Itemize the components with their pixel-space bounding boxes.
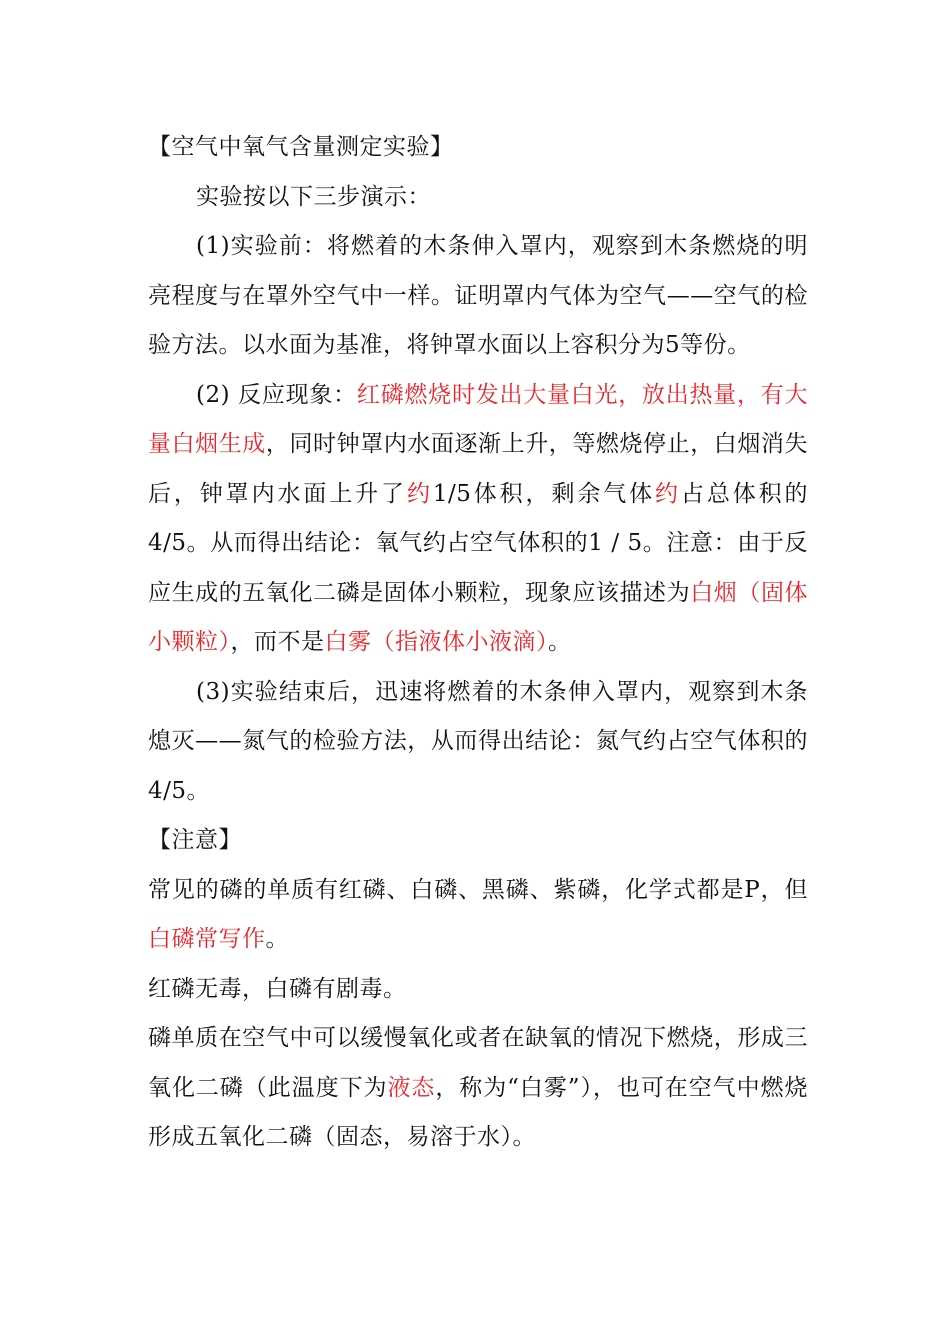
step2-text1: ，同时钟罩内水面逐渐上升，等燃烧停止，白烟消失后，钟罩内水面上升了 <box>148 431 809 507</box>
step2-highlight-white-smoke: 白烟（固体小颗粒） <box>148 579 809 655</box>
note1-paragraph <box>148 866 808 965</box>
step2-highlight-approx2: 约 <box>655 480 681 507</box>
note3-text1: 磷单质在空气中可以缓慢氧化或者在缺氧的情况下燃烧，形成三氧化二磷（此温度下为 <box>148 1025 808 1101</box>
note1-tail: 。 <box>265 926 289 952</box>
note-title: 【注意】 <box>148 827 242 853</box>
note3-highlight-liquid: 液态 <box>387 1074 436 1101</box>
step2-highlight-approx1: 约 <box>406 480 433 507</box>
step3-paragraph: (3)实验结束后，迅速将燃着的木条伸入罩内，观察到木条熄灭——氮气的检验方法，从而得出结论：氮气约占空气体积的4/5。 <box>148 678 808 804</box>
step2-prefix: (2) 反应现象： <box>196 381 357 408</box>
step2-highlight-phenomenon: 红磷燃烧时发出大量白光，放出热量，有大量白烟生成 <box>148 381 809 457</box>
experiment-title: 【空气中氧气含量测定实验】 <box>148 134 454 160</box>
step2-text5: 。 <box>548 629 572 655</box>
step1-paragraph: (1)实验前：将燃着的木条伸入罩内，观察到木条燃烧的明亮程度与在罩外空气中一样。证明罩内气体为空气——空气的检验方法。以水面为基准，将钟罩水面以上容积分为5等份。 <box>148 233 808 358</box>
intro-paragraph: 实验按以下三步演示： <box>196 183 431 210</box>
step2-text4: ，而不是 <box>230 629 325 655</box>
step2-text2: 1/5体积，剩余气体 <box>432 480 656 507</box>
note2-paragraph: 红磷无毒，白磷有剧毒。 <box>148 975 407 1002</box>
note1-highlight: 白磷常写作 <box>148 926 266 952</box>
note3-text2: ，称为“白雾”），也可在空气中燃烧形成五氧化二磷（固态，易溶于水）。 <box>148 1074 808 1150</box>
step2-highlight-white-fog: 白雾（指液体小液滴） <box>324 629 548 655</box>
step2-text3: 占总体积的4/5。从而得出结论：氧气约占空气体积的1 / 5。注意：由于反应生成的五氧化二磷是固体小颗粒，现象应该描述为 <box>148 480 809 606</box>
document-body <box>148 123 808 1163</box>
note3-paragraph <box>148 1014 808 1163</box>
note1-text: 常见的磷的单质有红磷、白磷、黑磷、紫磷，化学式都是P，但 <box>148 876 808 903</box>
step2-paragraph <box>148 371 808 668</box>
